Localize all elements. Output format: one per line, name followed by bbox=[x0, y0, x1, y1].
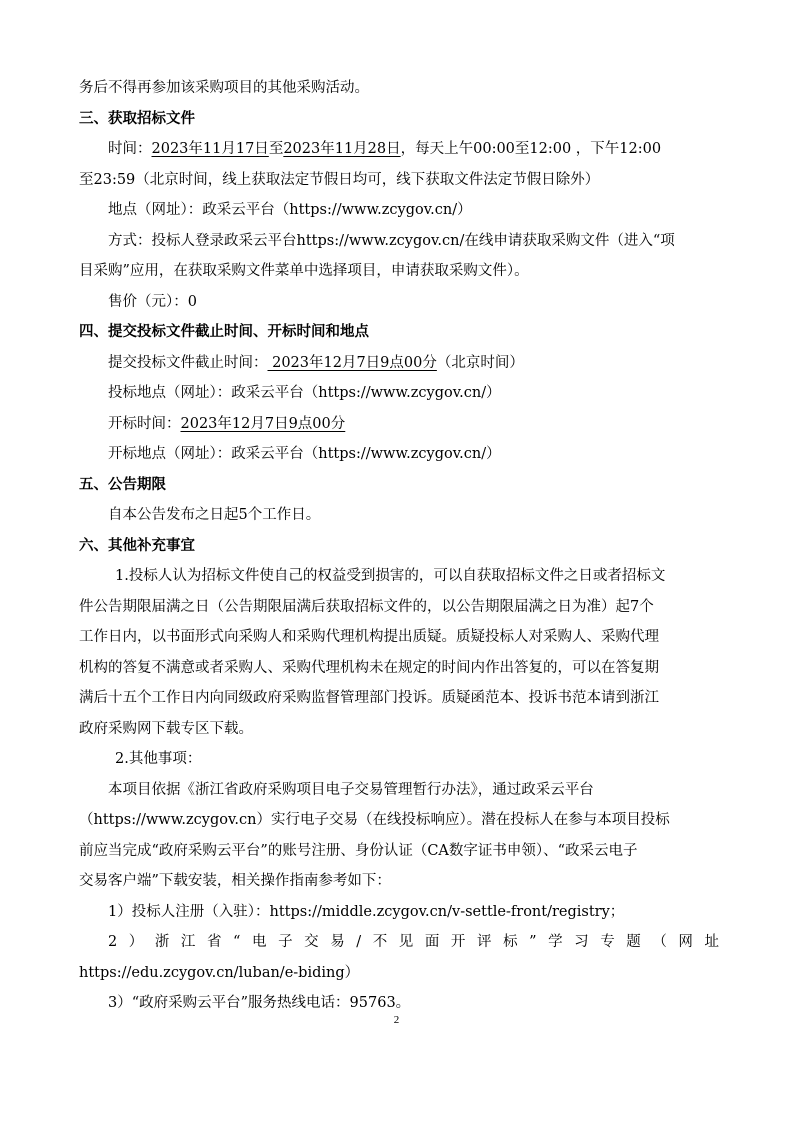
paragraph-line bbox=[79, 134, 719, 165]
section-heading-5: 五、公告期限 bbox=[79, 475, 166, 493]
paragraph-line: 1.投标人认为招标文件使自己的权益受到损害的，可以自获取招标文件之日或者招标文 bbox=[115, 568, 666, 584]
paragraph-line: 方式：投标人登录政采云平台https://www.zcygov.cn/在线申请获取采购文件（进入“项 bbox=[108, 232, 675, 249]
page-number: 2 bbox=[393, 1014, 400, 1026]
paragraph-line: 开标地点（网址）：政采云平台（https://www.zcygov.cn/） bbox=[108, 446, 501, 462]
paragraph-line: 1）投标人注册（入驻）：https://middle.zcygov.cn/v-settle-front/registry； bbox=[108, 903, 625, 920]
paragraph-line: 本项目依据《浙江省政府采购项目电子交易管理暂行办法》，通过政采云平台 bbox=[108, 781, 594, 798]
paragraph-line: （https://www.zcygov.cn）实行电子交易（在线投标响应）。潜在投标人在参与本项目投标 bbox=[79, 812, 670, 828]
to-text: 至 bbox=[268, 141, 284, 157]
paragraph-line: 地点（网址）：政采云平台（https://www.zcygov.cn/） bbox=[108, 202, 472, 218]
paragraph-line: 件公告期限届满之日（公告期限届满后获取招标文件的，以公告期限届满之日为准）起7个 bbox=[79, 598, 654, 615]
paragraph-line: 工作日内，以书面形式向采购人和采购代理机构提出质疑。质疑投标人对采购人、采购代理 bbox=[79, 629, 659, 645]
paragraph-line: 务后不得再参加该采购项目的其他采购活动。 bbox=[79, 80, 369, 96]
paragraph-line: 机构的答复不满意或者采购人、采购代理机构未在规定的时间内作出答复的，可以在答复期 bbox=[79, 659, 659, 676]
paragraph-line: 交易客户端”下载安装，相关操作指南参考如下： bbox=[79, 873, 391, 889]
document-body bbox=[79, 73, 719, 1019]
paragraph-line: 3）“政府采购云平台”服务热线电话：95763。 bbox=[108, 995, 411, 1011]
paragraph-line: 目采购”应用，在获取采购文件菜单中选择项目，申请获取采购文件）。 bbox=[79, 263, 529, 279]
start-date: 2023年11月17日 bbox=[151, 141, 269, 157]
opening-time-date: 2023年12月7日9点00分 bbox=[180, 415, 346, 432]
time-label: 时间： bbox=[108, 141, 152, 157]
beijing-time-note: （北京时间） bbox=[436, 354, 524, 371]
section-heading-3: 三、获取招标文件 bbox=[79, 109, 195, 127]
hours-text: ，每天上午00:00至12:00 ，下午12:00 bbox=[400, 141, 662, 157]
paragraph-line: 售价（元）：0 bbox=[108, 293, 197, 310]
section-heading-4: 四、提交投标文件截止时间、开标时间和地点 bbox=[79, 323, 369, 340]
paragraph-line: 自本公告发布之日起5个工作日。 bbox=[108, 507, 321, 523]
deadline-label: 提交投标文件截止时间： bbox=[108, 354, 268, 371]
paragraph-line: 2）浙江省“电子交易/不见面开评标”学习专题（网址 bbox=[108, 934, 719, 950]
section-heading-6: 六、其他补充事宜 bbox=[79, 536, 195, 554]
paragraph-line: 投标地点（网址）：政采云平台（https://www.zcygov.cn/） bbox=[108, 385, 501, 401]
paragraph-line: 满后十五个工作日内向同级政府采购监督管理部门投诉。质疑函范本、投诉书范本请到浙江 bbox=[79, 690, 659, 706]
paragraph-line: 至23:59（北京时间，线上获取法定节假日均可，线下获取文件法定节假日除外） bbox=[79, 171, 600, 188]
paragraph-line bbox=[79, 409, 719, 440]
paragraph-line: 前应当完成“政府采购云平台”的账号注册、身份认证（CA数字证书申领）、“政采云电子 bbox=[79, 842, 638, 859]
paragraph-line: https://edu.zcygov.cn/luban/e-biding） bbox=[79, 964, 360, 981]
opening-time-label: 开标时间： bbox=[108, 415, 181, 432]
paragraph-line: 2.其他事项： bbox=[115, 751, 202, 767]
end-date: 2023年11月28日 bbox=[283, 141, 401, 157]
deadline-date: 2023年12月7日9点00分 bbox=[267, 354, 437, 371]
paragraph-line bbox=[79, 348, 719, 379]
paragraph-line: 政府采购网下载专区下载。 bbox=[79, 720, 253, 737]
